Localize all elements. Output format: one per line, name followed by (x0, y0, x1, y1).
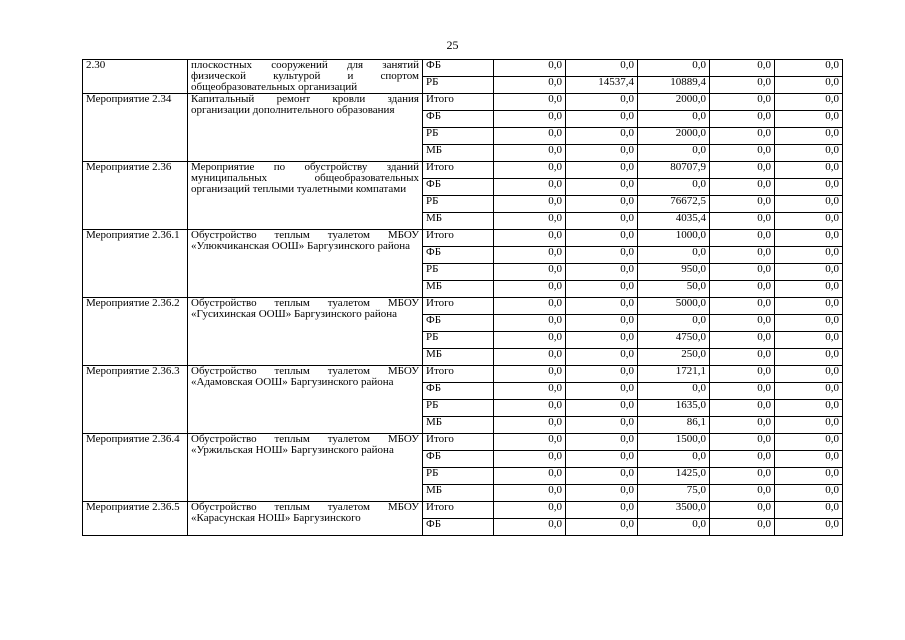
amount-cell: 0,0 (775, 60, 843, 77)
amount-cell: 0,0 (566, 179, 638, 196)
amount-cell: 0,0 (494, 485, 566, 502)
amount-cell: 0,0 (775, 468, 843, 485)
amount-cell: 0,0 (494, 162, 566, 179)
amount-cell: 0,0 (494, 332, 566, 349)
amount-cell: 0,0 (775, 213, 843, 230)
funding-source: МБ (423, 349, 494, 366)
amount-cell: 50,0 (638, 281, 710, 298)
measure-code: Мероприятие 2.36.4 (83, 434, 188, 502)
amount-cell: 0,0 (566, 383, 638, 400)
amount-cell: 0,0 (494, 451, 566, 468)
amount-cell: 0,0 (710, 128, 775, 145)
amount-cell: 0,0 (566, 519, 638, 536)
amount-cell: 0,0 (775, 400, 843, 417)
amount-cell: 0,0 (566, 332, 638, 349)
funding-source: Итого (423, 366, 494, 383)
amount-cell: 0,0 (494, 213, 566, 230)
amount-cell: 0,0 (775, 417, 843, 434)
amount-cell: 0,0 (494, 264, 566, 281)
amount-cell: 0,0 (775, 77, 843, 94)
amount-cell: 0,0 (638, 451, 710, 468)
amount-cell: 0,0 (710, 196, 775, 213)
amount-cell: 0,0 (494, 468, 566, 485)
amount-cell: 0,0 (494, 298, 566, 315)
page-number: 25 (446, 38, 459, 52)
funding-source: РБ (423, 128, 494, 145)
measure-description: Обустройство теплым туалетом МБОУ «Уржильская НОШ» Баргузинского района (188, 434, 423, 502)
measure-code: Мероприятие 2.36.3 (83, 366, 188, 434)
amount-cell: 4750,0 (638, 332, 710, 349)
amount-cell: 0,0 (775, 332, 843, 349)
funding-source: РБ (423, 196, 494, 213)
amount-cell: 0,0 (494, 434, 566, 451)
amount-cell: 0,0 (566, 264, 638, 281)
amount-cell: 0,0 (638, 111, 710, 128)
measure-code: Мероприятие 2.36 (83, 162, 188, 230)
funding-source: МБ (423, 213, 494, 230)
amount-cell: 0,0 (710, 213, 775, 230)
amount-cell: 0,0 (494, 417, 566, 434)
funding-source: ФБ (423, 383, 494, 400)
amount-cell: 0,0 (494, 519, 566, 536)
funding-source: МБ (423, 145, 494, 162)
amount-cell: 0,0 (710, 519, 775, 536)
measure-description: Обустройство теплым туалетом МБОУ «Карасунская НОШ» Баргузинского (188, 502, 423, 536)
amount-cell: 0,0 (566, 366, 638, 383)
funding-source: ФБ (423, 111, 494, 128)
amount-cell: 0,0 (775, 247, 843, 264)
measure-description: Обустройство теплым туалетом МБОУ «Улюкчиканская ООШ» Баргузинского района (188, 230, 423, 298)
amount-cell: 0,0 (494, 196, 566, 213)
measure-description: Мероприятие по обустройству зданий муниципальных общеобразовательных организаций теплыми туалетными компатами (188, 162, 423, 230)
amount-cell: 0,0 (775, 94, 843, 111)
funding-source: РБ (423, 468, 494, 485)
amount-cell: 0,0 (638, 179, 710, 196)
amount-cell: 0,0 (566, 60, 638, 77)
amount-cell: 0,0 (566, 162, 638, 179)
amount-cell: 0,0 (775, 366, 843, 383)
amount-cell: 0,0 (566, 485, 638, 502)
amount-cell: 5000,0 (638, 298, 710, 315)
amount-cell: 0,0 (710, 94, 775, 111)
amount-cell: 4035,4 (638, 213, 710, 230)
measure-code: 2.30 (83, 60, 188, 94)
amount-cell: 0,0 (775, 128, 843, 145)
funding-source: МБ (423, 281, 494, 298)
amount-cell: 0,0 (710, 162, 775, 179)
amount-cell: 0,0 (710, 298, 775, 315)
amount-cell: 0,0 (494, 383, 566, 400)
funding-source: ФБ (423, 179, 494, 196)
amount-cell: 0,0 (775, 298, 843, 315)
amount-cell: 0,0 (494, 281, 566, 298)
amount-cell: 0,0 (494, 366, 566, 383)
amount-cell: 950,0 (638, 264, 710, 281)
amount-cell: 0,0 (566, 315, 638, 332)
amount-cell: 1635,0 (638, 400, 710, 417)
amount-cell: 0,0 (566, 128, 638, 145)
amount-cell: 75,0 (638, 485, 710, 502)
funding-source: Итого (423, 230, 494, 247)
amount-cell: 0,0 (775, 451, 843, 468)
amount-cell: 0,0 (710, 451, 775, 468)
measure-description: плоскостных сооружений для занятий физической культурой и спортом общеобразовательных организаций (188, 60, 423, 94)
amount-cell: 0,0 (566, 502, 638, 519)
amount-cell: 0,0 (494, 94, 566, 111)
amount-cell: 0,0 (710, 247, 775, 264)
amount-cell: 0,0 (494, 247, 566, 264)
funding-source: ФБ (423, 60, 494, 77)
amount-cell: 0,0 (775, 145, 843, 162)
amount-cell: 0,0 (566, 349, 638, 366)
amount-cell: 1721,1 (638, 366, 710, 383)
funding-source: РБ (423, 332, 494, 349)
amount-cell: 0,0 (710, 179, 775, 196)
amount-cell: 80707,9 (638, 162, 710, 179)
amount-cell: 0,0 (710, 383, 775, 400)
amount-cell: 0,0 (775, 502, 843, 519)
budget-table (82, 59, 843, 536)
amount-cell: 0,0 (710, 60, 775, 77)
amount-cell: 1000,0 (638, 230, 710, 247)
table-row (83, 162, 843, 179)
measure-description: Обустройство теплым туалетом МБОУ «Гусихинская ООШ» Баргузинского района (188, 298, 423, 366)
amount-cell: 0,0 (494, 77, 566, 94)
funding-source: РБ (423, 264, 494, 281)
amount-cell: 1500,0 (638, 434, 710, 451)
funding-source: Итого (423, 162, 494, 179)
amount-cell: 0,0 (494, 349, 566, 366)
funding-source: ФБ (423, 315, 494, 332)
amount-cell: 0,0 (566, 298, 638, 315)
amount-cell: 0,0 (710, 281, 775, 298)
amount-cell: 76672,5 (638, 196, 710, 213)
amount-cell: 1425,0 (638, 468, 710, 485)
amount-cell: 0,0 (638, 383, 710, 400)
amount-cell: 0,0 (775, 264, 843, 281)
amount-cell: 0,0 (775, 485, 843, 502)
amount-cell: 0,0 (638, 145, 710, 162)
funding-source: РБ (423, 400, 494, 417)
amount-cell: 0,0 (494, 145, 566, 162)
amount-cell: 0,0 (566, 417, 638, 434)
amount-cell: 0,0 (638, 519, 710, 536)
amount-cell: 0,0 (775, 281, 843, 298)
amount-cell: 0,0 (494, 111, 566, 128)
amount-cell: 0,0 (710, 332, 775, 349)
amount-cell: 2000,0 (638, 128, 710, 145)
funding-source: ФБ (423, 519, 494, 536)
amount-cell: 0,0 (710, 502, 775, 519)
amount-cell: 0,0 (566, 434, 638, 451)
amount-cell: 0,0 (775, 315, 843, 332)
table-row (83, 366, 843, 383)
amount-cell: 0,0 (566, 111, 638, 128)
amount-cell: 0,0 (494, 230, 566, 247)
amount-cell: 0,0 (710, 230, 775, 247)
amount-cell: 0,0 (775, 111, 843, 128)
amount-cell: 0,0 (566, 196, 638, 213)
amount-cell: 0,0 (494, 315, 566, 332)
amount-cell: 0,0 (638, 60, 710, 77)
amount-cell: 0,0 (775, 519, 843, 536)
amount-cell: 0,0 (566, 281, 638, 298)
amount-cell: 250,0 (638, 349, 710, 366)
measure-code: Мероприятие 2.36.1 (83, 230, 188, 298)
amount-cell: 0,0 (494, 128, 566, 145)
funding-source: Итого (423, 502, 494, 519)
funding-source: Итого (423, 94, 494, 111)
amount-cell: 0,0 (638, 247, 710, 264)
amount-cell: 0,0 (775, 349, 843, 366)
funding-source: Итого (423, 298, 494, 315)
table-row (83, 230, 843, 247)
funding-source: Итого (423, 434, 494, 451)
amount-cell: 0,0 (566, 94, 638, 111)
amount-cell: 0,0 (494, 400, 566, 417)
amount-cell: 0,0 (566, 213, 638, 230)
amount-cell: 0,0 (566, 145, 638, 162)
amount-cell: 0,0 (710, 77, 775, 94)
amount-cell: 0,0 (494, 179, 566, 196)
amount-cell: 0,0 (710, 264, 775, 281)
amount-cell: 0,0 (566, 400, 638, 417)
measure-description: Обустройство теплым туалетом МБОУ «Адамовская ООШ» Баргузинского района (188, 366, 423, 434)
amount-cell: 14537,4 (566, 77, 638, 94)
measure-description: Капитальный ремонт кровли здания организации дополнительного образования (188, 94, 423, 162)
amount-cell: 0,0 (638, 315, 710, 332)
amount-cell: 0,0 (775, 230, 843, 247)
table-row (83, 60, 843, 77)
amount-cell: 0,0 (566, 230, 638, 247)
funding-source: РБ (423, 77, 494, 94)
table-row (83, 434, 843, 451)
funding-source: ФБ (423, 247, 494, 264)
amount-cell: 0,0 (710, 468, 775, 485)
amount-cell: 0,0 (710, 417, 775, 434)
amount-cell: 0,0 (494, 502, 566, 519)
amount-cell: 0,0 (494, 60, 566, 77)
funding-source: ФБ (423, 451, 494, 468)
amount-cell: 0,0 (710, 400, 775, 417)
amount-cell: 0,0 (775, 434, 843, 451)
table-row (83, 502, 843, 519)
measure-code: Мероприятие 2.36.5 (83, 502, 188, 536)
measure-code: Мероприятие 2.34 (83, 94, 188, 162)
amount-cell: 0,0 (710, 485, 775, 502)
amount-cell: 2000,0 (638, 94, 710, 111)
amount-cell: 0,0 (710, 145, 775, 162)
amount-cell: 0,0 (775, 196, 843, 213)
measure-code: Мероприятие 2.36.2 (83, 298, 188, 366)
amount-cell: 0,0 (710, 349, 775, 366)
amount-cell: 0,0 (775, 383, 843, 400)
amount-cell: 0,0 (775, 162, 843, 179)
amount-cell: 0,0 (710, 366, 775, 383)
amount-cell: 86,1 (638, 417, 710, 434)
amount-cell: 0,0 (566, 451, 638, 468)
amount-cell: 3500,0 (638, 502, 710, 519)
funding-source: МБ (423, 417, 494, 434)
table-row (83, 94, 843, 111)
amount-cell: 0,0 (775, 179, 843, 196)
amount-cell: 0,0 (710, 434, 775, 451)
amount-cell: 0,0 (566, 468, 638, 485)
table-row (83, 298, 843, 315)
table-body (83, 60, 843, 536)
amount-cell: 0,0 (710, 111, 775, 128)
amount-cell: 10889,4 (638, 77, 710, 94)
amount-cell: 0,0 (710, 315, 775, 332)
amount-cell: 0,0 (566, 247, 638, 264)
funding-source: МБ (423, 485, 494, 502)
